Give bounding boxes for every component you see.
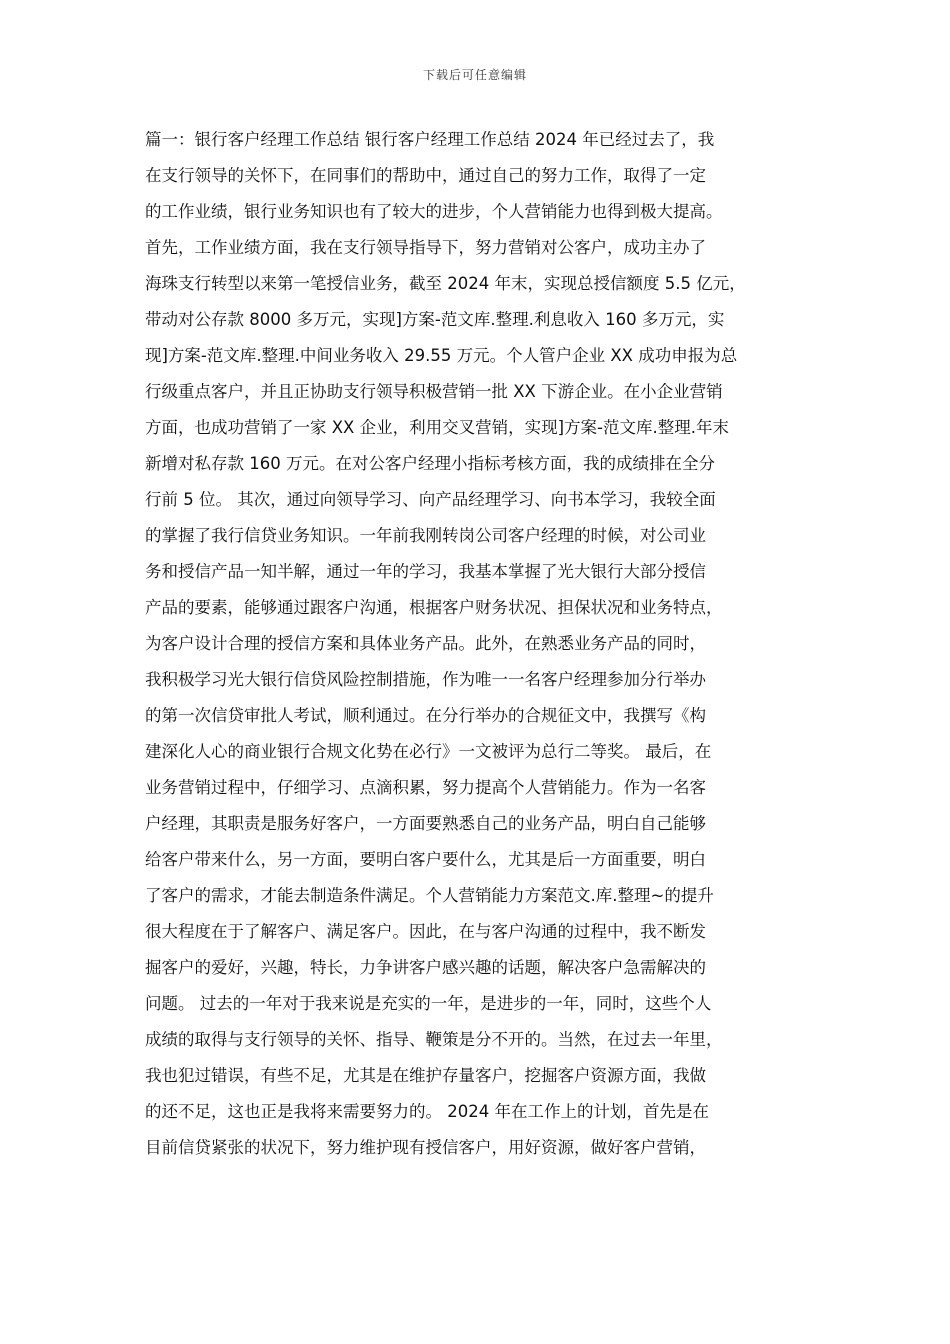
text-line: 的工作业绩，银行业务知识也有了较大的进步，个人营销能力也得到极大提高。 <box>145 202 723 221</box>
text-line: 的掌握了我行信贷业务知识。一年前我刚转岗公司客户经理的时候，对公司业 <box>145 526 706 545</box>
text-line: 现]方案-范文库.整理.中间业务收入 29.55 万元。个人管户企业 XX 成功申报为总 <box>145 346 738 365</box>
text-line: 方面，也成功营销了一家 XX 企业，利用交叉营销，实现]方案-范文库.整理.年末 <box>145 418 729 437</box>
text-line: 首先，工作业绩方面，我在支行领导指导下，努力营销对公客户，成功主办了 <box>145 238 706 257</box>
body-text <box>145 122 805 1166</box>
page-header: 下载后可任意编辑 <box>422 68 527 82</box>
text-line: 给客户带来什么，另一方面，要明白客户要什么，尤其是后一方面重要，明白 <box>145 850 706 869</box>
text-line: 为客户设计合理的授信方案和具体业务产品。此外，在熟悉业务产品的同时， <box>145 634 706 653</box>
text-line: 我也犯过错误，有些不足，尤其是在维护存量客户，挖掘客户资源方面，我做 <box>145 1066 706 1085</box>
text-line: 了客户的需求，才能去制造条件满足。个人营销能力方案范文.库.整理~的提升 <box>145 886 714 905</box>
text-line: 问题。 过去的一年对于我来说是充实的一年，是进步的一年，同时，这些个人 <box>145 994 712 1013</box>
text-line: 产品的要素，能够通过跟客户沟通，根据客户财务状况、担保状况和业务特点， <box>145 598 723 617</box>
text-line: 成绩的取得与支行领导的关怀、指导、鞭策是分不开的。当然，在过去一年里， <box>145 1030 723 1049</box>
text-line: 建深化人心的商业银行合规文化势在必行》一文被评为总行二等奖。 最后，在 <box>145 742 712 761</box>
text-line: 很大程度在于了解客户、满足客户。因此，在与客户沟通的过程中，我不断发 <box>145 922 706 941</box>
text-line: 海珠支行转型以来第一笔授信业务，截至 2024 年末，实现总授信额度 5.5 亿元， <box>145 274 746 293</box>
text-line: 业务营销过程中，仔细学习、点滴积累，努力提高个人营销能力。作为一名客 <box>145 778 706 797</box>
text-line: 务和授信产品一知半解，通过一年的学习，我基本掌握了光大银行大部分授信 <box>145 562 706 581</box>
text-line: 目前信贷紧张的状况下，努力维护现有授信客户，用好资源，做好客户营销， <box>145 1138 706 1157</box>
text-line: 新增对私存款 160 万元。在对公客户经理小指标考核方面，我的成绩排在全分 <box>145 454 715 473</box>
text-line: 的第一次信贷审批人考试，顺利通过。在分行举办的合规征文中，我撰写《构 <box>145 706 706 725</box>
text-line: 行级重点客户，并且正协助支行领导积极营销一批 XX 下游企业。在小企业营销 <box>145 382 723 401</box>
text-line: 带动对公存款 8000 多万元，实现]方案-范文库.整理.利息收入 160 多万元，实 <box>145 310 725 329</box>
text-line: 的还不足，这也正是我将来需要努力的。 2024 年在工作上的计划，首先是在 <box>145 1102 709 1121</box>
text-line: 我积极学习光大银行信贷风险控制措施，作为唯一一名客户经理参加分行举办 <box>145 670 706 689</box>
text-line: 户经理，其职责是服务好客户，一方面要熟悉自己的业务产品，明白自己能够 <box>145 814 706 833</box>
text-line: 掘客户的爱好，兴趣，特长，力争讲客户感兴趣的话题，解决客户急需解决的 <box>145 958 706 977</box>
text-line: 在支行领导的关怀下，在同事们的帮助中，通过自己的努力工作，取得了一定 <box>145 166 706 185</box>
text-line: 行前 5 位。 其次，通过向领导学习、向产品经理学习、向书本学习，我较全面 <box>145 490 716 509</box>
text-line: 篇一：银行客户经理工作总结 银行客户经理工作总结 2024 年已经过去了，我 <box>145 130 715 149</box>
